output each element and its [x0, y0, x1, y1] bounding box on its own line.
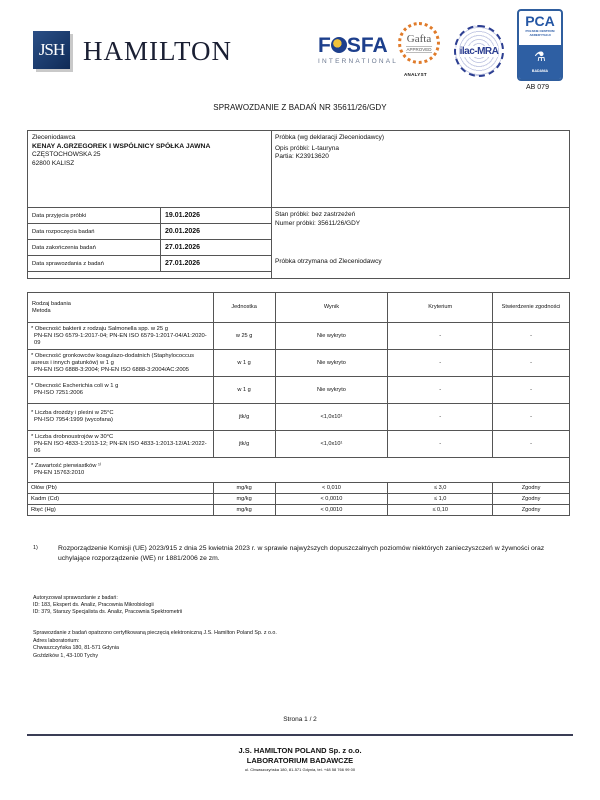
client-sample-info	[27, 130, 570, 279]
element-group-name: * Zawartość pierwiastków ¹⁾	[31, 463, 102, 469]
ilac-name: ilac-MRA	[459, 45, 499, 57]
authorization-block	[33, 595, 182, 617]
element-unit: mg/kg	[213, 494, 275, 505]
page-number: Strona 1 / 2	[283, 716, 317, 723]
sample-number: Numer próbki: 35611/26/GDY	[275, 219, 361, 227]
header-test: Rodzaj badania	[32, 300, 71, 307]
date-value: 27.01.2026	[161, 256, 272, 272]
pca-accreditation-logo	[517, 9, 563, 81]
footer-contact: ul. Chwaszczyńska 180, 81-571 Gdynia, tel. +48 58 766 99 00	[244, 767, 356, 772]
element-unit: mg/kg	[213, 505, 275, 516]
element-name: Kadm (Cd)	[28, 494, 214, 505]
footer-rule	[27, 734, 573, 736]
header-result: Wynik	[275, 293, 388, 323]
pca-sub: POLSKIE CENTRUM AKREDYTACJI	[525, 29, 555, 37]
element-result: < 0,0010	[275, 494, 388, 505]
lab-address: Chwaszczyńska 180, 81-571 Gdynia	[33, 645, 119, 652]
header-unit: Jednostka	[213, 293, 275, 323]
element-result: < 0,010	[275, 483, 388, 494]
element-compliance: Zgodny	[493, 494, 570, 505]
element-group-row	[28, 458, 570, 483]
criterion-cell: -	[388, 377, 493, 404]
result-cell: <1,0x10¹	[275, 431, 388, 458]
date-row	[28, 240, 272, 256]
result-cell: Nie wykryto	[275, 377, 388, 404]
unit-cell: jtk/g	[213, 404, 275, 431]
table-row	[28, 323, 570, 350]
table-row	[28, 377, 570, 404]
criterion-cell: -	[388, 404, 493, 431]
element-group-method: PN-EN 15763:2010	[34, 470, 85, 476]
header-method: Metoda	[32, 307, 51, 314]
accreditation-number: AB 079	[526, 84, 549, 91]
criterion-cell: -	[388, 350, 493, 377]
seal-block	[33, 630, 277, 660]
sample-condition: Stan próbki: bez zastrzeżeń	[275, 211, 356, 218]
compliance-cell: -	[493, 377, 570, 404]
results-table	[27, 292, 570, 516]
element-name: Ołów (Pb)	[28, 483, 214, 494]
address-label: Adres laboratorium:	[33, 638, 80, 645]
footer-company: J.S. HAMILTON POLAND Sp. z o.o.	[238, 746, 362, 755]
client-label: Zleceniodawca	[32, 134, 76, 141]
unit-cell: w 1 g	[213, 350, 275, 377]
element-compliance: Zgodny	[493, 505, 570, 516]
element-compliance: Zgodny	[493, 483, 570, 494]
gafta-logo	[398, 22, 440, 64]
footnote-text: Rozporządzenie Komisji (UE) 2023/915 z dnia 25 kwietnia 2023 r. w sprawie najwyższych dopuszczalnych poziomów niektórych zanieczyszczeń w żywności oraz uchylające rozporządzenie (WE) nr 1881/2006 ze zm.	[58, 545, 545, 562]
element-criterion: ≤ 1,0	[388, 494, 493, 505]
unit-cell: jtk/g	[213, 431, 275, 458]
gafta-analyst-label: ANALYST	[404, 72, 427, 77]
test-method: PN-ISO 7954:1999 (wycofana)	[34, 417, 113, 423]
test-name: * Obecność Escherichia coli w 1 g	[31, 383, 119, 389]
sample-label: Próbka (wg deklaracji Zleceniodawcy)	[275, 134, 385, 141]
report-title: SPRAWOZDANIE Z BADAŃ NR 35611/26/GDY	[213, 103, 387, 112]
gafta-name: Gafta	[406, 33, 432, 45]
header-criterion: Kryterium	[388, 293, 493, 323]
fosfa-logo: F SFA INTERNATIONAL	[318, 36, 414, 65]
hamilton-logo-text: HAMILTON	[83, 36, 233, 66]
client-block	[32, 134, 210, 168]
element-criterion: ≤ 3,0	[388, 483, 493, 494]
result-cell: Nie wykryto	[275, 323, 388, 350]
date-value: 27.01.2026	[161, 240, 272, 256]
client-city: 62800 KALISZ	[32, 159, 75, 167]
compliance-cell: -	[493, 404, 570, 431]
date-row	[28, 256, 272, 272]
table-row	[28, 431, 570, 458]
hamilton-logo-mark: JSH	[33, 31, 70, 69]
compliance-cell: -	[493, 431, 570, 458]
gafta-sub: APPROVED	[406, 47, 432, 52]
element-row	[28, 483, 570, 494]
footer-company-block	[0, 746, 600, 773]
ilac-mra-logo	[454, 25, 504, 77]
unit-cell: w 1 g	[213, 377, 275, 404]
table-header-row	[28, 293, 570, 323]
unit-cell: w 25 g	[213, 323, 275, 350]
element-group-cell	[28, 458, 570, 483]
element-row	[28, 505, 570, 516]
sample-batch: Partia: K23913620	[275, 153, 329, 160]
test-method: PN-EN ISO 6888-3:2004; PN-EN ISO 6888-3:2004/AC:2005	[34, 366, 189, 373]
compliance-cell: -	[493, 350, 570, 377]
test-name: * Obecność gronkowców koagulazo-dodatnich (Staphylococcus aureus i innych gatunków) w 1 g	[31, 352, 195, 366]
criterion-cell: -	[388, 323, 493, 350]
fosfa-subtitle: INTERNATIONAL	[318, 58, 399, 65]
header-test-method	[28, 293, 214, 323]
authorization-label: Autoryzował sprawozdanie z badań:	[33, 595, 118, 601]
date-label: Data rozpoczęcia badań	[28, 224, 161, 240]
test-method: PN-ISO 7251:2006	[34, 390, 83, 396]
dates-table	[27, 207, 272, 272]
date-label: Data przyjęcia próbki	[28, 208, 161, 224]
date-value: 19.01.2026	[161, 208, 272, 224]
divider	[271, 207, 569, 208]
globe-icon	[331, 37, 347, 53]
result-cell: <1,0x10¹	[275, 404, 388, 431]
test-method: PN-EN ISO 6579-1:2017-04; PN-EN ISO 6579-1:2017-04/A1:2020-09	[34, 332, 207, 346]
element-result: < 0,0010	[275, 505, 388, 516]
test-cell	[28, 404, 214, 431]
header-compliance: Stwierdzenie zgodności	[493, 293, 570, 323]
test-cell	[28, 323, 214, 350]
compliance-cell: -	[493, 323, 570, 350]
element-criterion: ≤ 0,10	[388, 505, 493, 516]
date-value: 20.01.2026	[161, 224, 272, 240]
date-label: Data sprawozdania z badań	[28, 256, 161, 272]
test-name: * Liczba drożdży i pleśni w 25°C	[31, 410, 114, 416]
element-row	[28, 494, 570, 505]
sample-block	[275, 134, 384, 162]
lab-address: Goździków 1, 43-100 Tychy	[33, 652, 98, 659]
footer-lab: LABORATORIUM BADAWCZE	[246, 756, 354, 765]
table-row	[28, 404, 570, 431]
test-name: * Obecność bakterii z rodzaju Salmonella spp. w 25 g	[31, 325, 168, 332]
flask-icon: ⚗	[534, 49, 546, 64]
date-row	[28, 208, 272, 224]
client-street: CZĘSTOCHOWSKA 25	[32, 151, 101, 158]
result-cell: Nie wykryto	[275, 350, 388, 377]
seal-text: Sprawozdanie z badań opatrzono certyfikowaną pieczęcią elektroniczną J.S. Hamilton Poland Sp. z o.o.	[33, 630, 277, 636]
authorizer: ID: 379, Starszy Specjalista ds. Analiz, Pracownia Spektrometrii	[33, 609, 183, 616]
table-row	[28, 350, 570, 377]
authorizer: ID: 183, Ekspert ds. Analiz, Pracownia Mikrobiologii	[33, 602, 154, 609]
sample-description: Opis próbki: L-tauryna	[275, 144, 339, 152]
test-method: PN-EN ISO 4833-1:2013-12; PN-EN ISO 4833-1:2013-12/A1:2022-06	[34, 440, 207, 454]
sample-status	[275, 211, 360, 228]
test-name: * Liczba drobnoustrojów w 30°C	[31, 433, 114, 440]
date-label: Data zakończenia badań	[28, 240, 161, 256]
element-unit: mg/kg	[213, 483, 275, 494]
client-name: KENAY A.GRZEGOREK I WSPÓLNICY SPÓŁKA JAWNA	[32, 142, 211, 150]
date-row	[28, 224, 272, 240]
footnote-marker: 1)	[33, 545, 38, 551]
sample-received-from: Próbka otrzymana od Zleceniodawcy	[275, 258, 382, 265]
pca-name: PCA	[525, 13, 555, 29]
test-cell	[28, 431, 214, 458]
pca-badania: BADANIA	[531, 69, 549, 73]
test-cell	[28, 377, 214, 404]
element-name: Rtęć (Hg)	[28, 505, 214, 516]
criterion-cell: -	[388, 431, 493, 458]
test-cell	[28, 350, 214, 377]
